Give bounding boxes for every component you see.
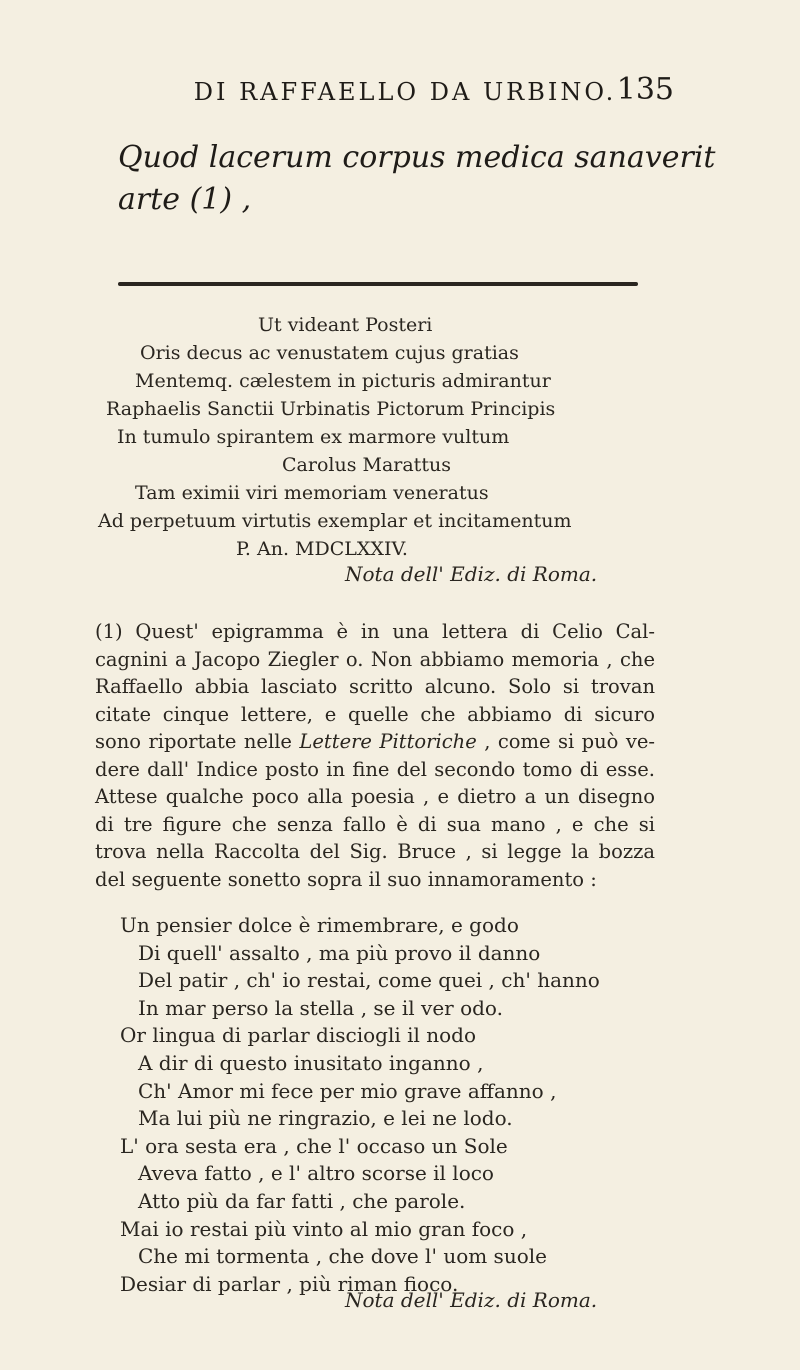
sonnet-line: Che mi tormenta , che dove l' uom suole [138,1244,547,1269]
epitaph-line: P. An. MDCLXXIV. [236,538,408,560]
epitaph-line: Tam eximii viri memoriam veneratus [135,482,489,504]
editor-note-credit-2: Nota dell' Ediz. di Roma. [345,1288,598,1312]
sonnet-line: L' ora sesta era , che l' occaso un Sole [120,1133,508,1158]
sonnet-line: Mai io restai più vinto al mio gran foco , [120,1216,528,1241]
epitaph-line: Carolus Marattus [282,454,451,476]
sonnet-line: Di quell' assalto , ma più provo il danno [138,940,541,965]
sonnet-line: Aveva fatto , e l' altro scorse il loco [138,1161,494,1186]
footnote-text: (1) Quest' epigramma è in una lettera di Celio Cal- cagnini a Jacopo Ziegler o. Non abbiamo memoria , che Raffaello abbia lasciato scritto alcuno. Solo si trovan citate cinque lettere, e quelle che abbiamo di sicuro sono riportate nelle [95,620,655,753]
quote-line-2: arte (1) , [118,182,252,217]
sonnet-line: A dir di questo inusitato inganno , [138,1051,484,1075]
footnote [95,618,655,893]
epitaph-line: Ad perpetuum virtutis exemplar et incitamentum [98,510,572,532]
epitaph-line: Oris decus ac venustatem cujus gratias [140,342,519,364]
sonnet-line: Or lingua di parlar disciogli il nodo [120,1023,477,1048]
epitaph-line: Raphaelis Sanctii Urbinatis Pictorum Principis [106,398,556,420]
sonnet-line: Ch' Amor mi fece per mio grave affanno , [138,1078,557,1103]
editor-note-credit: Nota dell' Ediz. di Roma. [345,562,598,586]
epitaph-line: In tumulo spirantem ex marmore vultum [117,426,510,448]
quote-line-1: Quod lacerum corpus medica sanaverit [118,140,716,175]
running-head: DI RAFFAELLO DA URBINO. [193,78,617,106]
sonnet-line: In mar perso la stella , se il ver odo. [138,995,503,1020]
sonnet-line: Un pensier dolce è rimembrare, e godo [120,913,519,937]
sonnet-line: Ma lui più ne ringrazio, e lei ne lodo. [138,1106,513,1131]
sonnet-line: Desiar di parlar , più riman fioco. [120,1271,459,1296]
horizontal-rule [118,282,638,286]
footnote-book-title: Lettere Pittoriche [299,730,477,753]
page-number: 135 [616,72,674,107]
footnote-text-cont: , come si può ve- dere dall' Indice posto in fine del secondo tomo di esse. Attese qualche poco alla poesia , e dietro a un disegno di tre figure che senza fallo è di sua mano , e che si trova nella Raccolta del Sig. Bruce , si legge la bozza del seguente sonetto sopra il suo innamoramento : [95,730,655,891]
epitaph-line: Ut videant Posteri [258,314,433,336]
sonnet-line: Atto più da far fatti , che parole. [138,1189,466,1213]
epitaph-line: Mentemq. cælestem in picturis admirantur [135,370,551,392]
sonnet-line: Del patir , ch' io restai, come quei , ch' hanno [138,968,600,993]
